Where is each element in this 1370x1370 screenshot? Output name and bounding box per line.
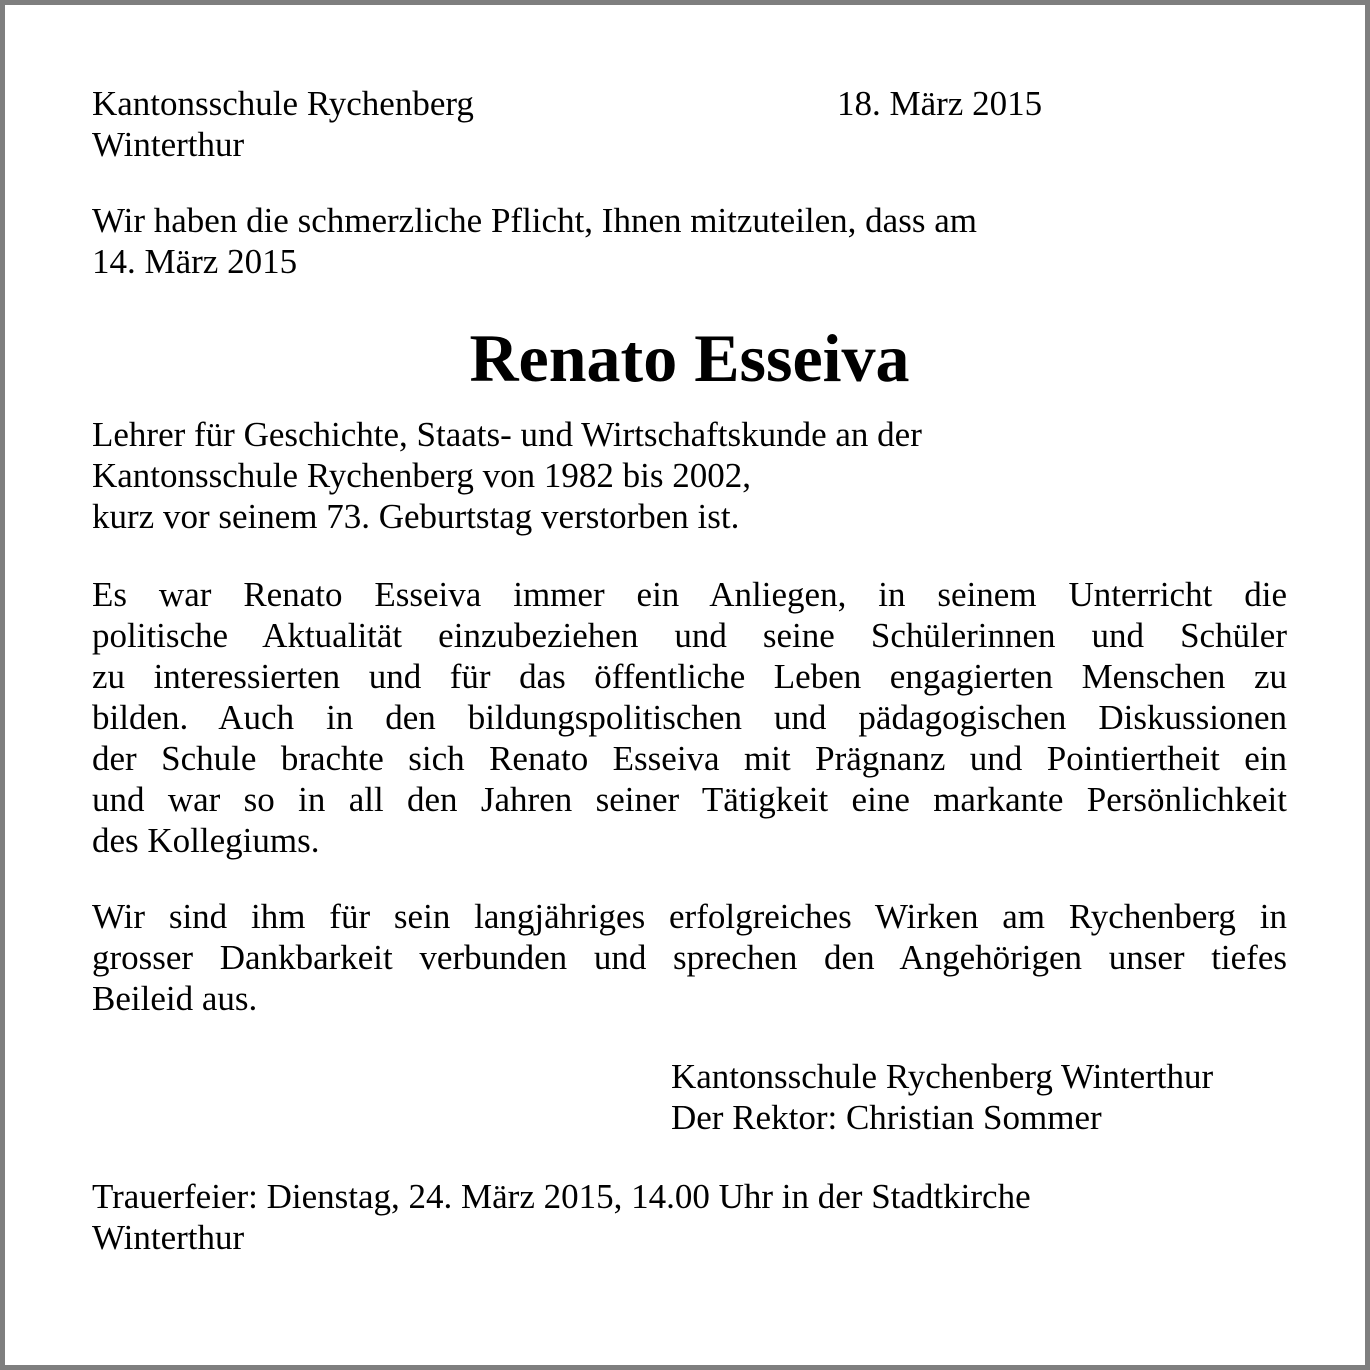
role-line: Lehrer für Geschichte, Staats- und Wirtschaftskunde an der: [92, 415, 922, 454]
tribute-line: Es war Renato Esseiva immer ein Anliegen, in seinem Unterricht die: [92, 575, 1287, 614]
notice-body: [92, 83, 1287, 1258]
letter-header: [92, 83, 1287, 165]
tribute-line: der Schule brachte sich Renato Esseiva mit Prägnanz und Pointiertheit ein: [92, 739, 1287, 778]
signature-institution: Kantonsschule Rychenberg Winterthur: [671, 1057, 1214, 1096]
tribute-line: bilden. Auch in den bildungspolitischen und pädagogischen Diskussionen: [92, 698, 1287, 737]
thanks-line: grosser Dankbarkeit verbunden und sprechen den Angehörigen unser tiefes: [92, 938, 1287, 977]
tribute-paragraph: [92, 574, 1287, 861]
funeral-details: Trauerfeier: Dienstag, 24. März 2015, 14.00 Uhr in der Stadtkirche: [92, 1177, 1031, 1216]
intro-line: Wir haben die schmerzliche Pflicht, Ihnen mitzuteilen, dass am: [92, 201, 977, 240]
tribute-line: und war so in all den Jahren seiner Tätigkeit eine markante Persönlichkeit: [92, 780, 1287, 819]
tribute-line: des Kollegiums.: [92, 821, 320, 860]
death-date: 14. März 2015: [92, 242, 298, 281]
signature-block: [92, 1056, 1287, 1138]
tribute-line: politische Aktualität einzubeziehen und seine Schülerinnen und Schüler: [92, 616, 1287, 655]
funeral-info: [92, 1176, 1287, 1258]
funeral-location: Winterthur: [92, 1218, 245, 1257]
sender-city: Winterthur: [92, 125, 245, 164]
thanks-paragraph: [92, 896, 1287, 1019]
signature-rector: Der Rektor: Christian Sommer: [671, 1098, 1102, 1137]
intro-paragraph: [92, 200, 1287, 282]
thanks-line: Beileid aus.: [92, 979, 258, 1018]
deceased-name: Renato Esseiva: [469, 320, 910, 396]
role-line: Kantonsschule Rychenberg von 1982 bis 2002,: [92, 456, 751, 495]
tribute-line: zu interessierten und für das öffentliche Leben engagierten Menschen zu: [92, 657, 1287, 696]
role-paragraph: [92, 414, 1287, 537]
letter-date: 18. März 2015: [837, 84, 1043, 123]
thanks-line: Wir sind ihm für sein langjähriges erfolgreiches Wirken am Rychenberg in: [92, 897, 1287, 936]
sender-name: Kantonsschule Rychenberg: [92, 84, 474, 123]
role-line: kurz vor seinem 73. Geburtstag verstorben ist.: [92, 497, 740, 536]
